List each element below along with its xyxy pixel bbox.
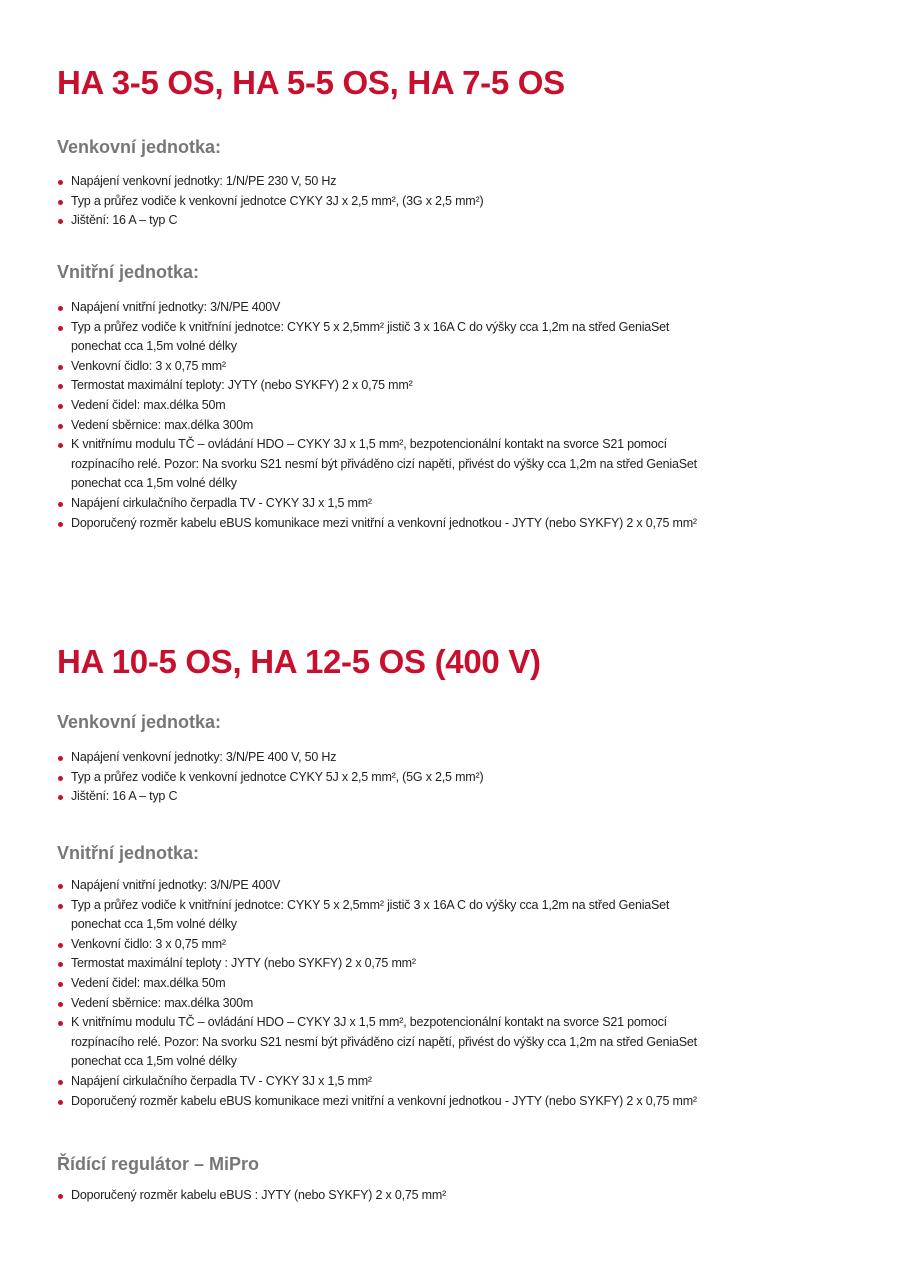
list-item-text: Napájení cirkulačního čerpadla TV - CYKY 3J x 1,5 mm² — [71, 495, 372, 510]
bullet-icon — [58, 1002, 63, 1007]
indoor-unit-list — [57, 298, 857, 533]
indoor-unit-heading: Vnitřní jednotka: — [57, 843, 200, 863]
list-item-text: Doporučený rozměr kabelu eBUS : JYTY (nebo SYKFY) 2 x 0,75 mm² — [71, 1188, 447, 1202]
list-item — [57, 994, 857, 1014]
list-item — [57, 876, 857, 896]
bullet-icon — [58, 306, 63, 311]
list-item-text: Termostat maximální teploty : JYTY (nebo SYKFY) 2 x 0,75 mm² — [71, 956, 416, 971]
list-item — [57, 935, 857, 955]
list-item-text: Napájení vnitřní jednotky: 3/N/PE 400V — [71, 300, 281, 314]
list-item — [57, 514, 857, 534]
list-item-text: Typ a průřez vodiče k vnitřníní jednotce: CYKY 5 x 2,5mm² jistič 3 x 16A C do výšky cca 1,2m na střed GeniaSet ponechat cca 1,5m volné délky — [71, 319, 670, 354]
indoor-unit-heading: Vnitřní jednotka: — [57, 262, 200, 282]
list-item — [57, 494, 857, 514]
list-item — [57, 1092, 857, 1112]
list-item-text: Venkovní čidlo: 3 x 0,75 mm² — [71, 936, 226, 951]
list-item-text: Termostat maximální teploty: JYTY (nebo SYKFY) 2 x 0,75 mm² — [71, 378, 413, 393]
bullet-icon — [58, 219, 63, 224]
list-item-text: Doporučený rozměr kabelu eBUS komunikace mezi vnitřní a venkovní jednotkou - JYTY (nebo SYKFY) 2 x 0,75 mm² — [71, 515, 697, 530]
bullet-icon — [58, 200, 63, 205]
list-item — [57, 768, 857, 788]
regulator-heading: Řídící regulátor – MiPro — [57, 1154, 260, 1174]
section-title: HA 10-5 OS, HA 12-5 OS (400 V) — [57, 643, 541, 680]
bullet-icon — [58, 884, 63, 889]
bullet-icon — [58, 424, 63, 429]
bullet-icon — [58, 962, 63, 967]
bullet-icon — [58, 1194, 63, 1199]
bullet-icon — [58, 1100, 63, 1105]
list-item — [57, 896, 857, 935]
list-item-text: K vnitřnímu modulu TČ – ovládání HDO – CYKY 3J x 1,5 mm², bezpotencionální kontakt na svorce S21 pomocí rozpínacího relé. Pozor: Na svorku S21 nesmí být přiváděno cizí napětí, přivést do výšky cca 1,2m na střed GeniaSet ponechat cca 1,5m volné délky — [71, 437, 697, 491]
bullet-icon — [58, 943, 63, 948]
list-item — [57, 1072, 857, 1092]
bullet-icon — [58, 776, 63, 781]
list-item — [57, 211, 857, 231]
list-item-text: Venkovní čidlo: 3 x 0,75 mm² — [71, 358, 226, 373]
list-item-text: Napájení cirkulačního čerpadla TV - CYKY 3J x 1,5 mm² — [71, 1073, 372, 1088]
list-item — [57, 1186, 857, 1206]
list-item — [57, 192, 857, 212]
bullet-icon — [58, 1080, 63, 1085]
list-item-text: Vedení sběrnice: max.délka 300m — [71, 995, 254, 1010]
bullet-icon — [58, 443, 63, 448]
list-item-text: Typ a průřez vodiče k venkovní jednotce CYKY 3J x 2,5 mm², (3G x 2,5 mm²) — [71, 193, 484, 208]
list-item — [57, 748, 857, 768]
bullet-icon — [58, 795, 63, 800]
indoor-unit-list — [57, 876, 857, 1111]
list-item — [57, 318, 857, 357]
outdoor-unit-list — [57, 748, 857, 807]
bullet-icon — [58, 384, 63, 389]
list-item-text: Doporučený rozměr kabelu eBUS komunikace mezi vnitřní a venkovní jednotkou - JYTY (nebo SYKFY) 2 x 0,75 mm² — [71, 1093, 697, 1108]
list-item-text: Vedení sběrnice: max.délka 300m — [71, 417, 254, 432]
list-item — [57, 435, 857, 494]
bullet-icon — [58, 1021, 63, 1026]
list-item — [57, 1013, 857, 1072]
bullet-icon — [58, 756, 63, 761]
list-item-text: Napájení venkovní jednotky: 3/N/PE 400 V, 50 Hz — [71, 750, 337, 764]
bullet-icon — [58, 326, 63, 331]
outdoor-unit-heading: Venkovní jednotka: — [57, 137, 222, 157]
list-item — [57, 376, 857, 396]
section-title: HA 3-5 OS, HA 5-5 OS, HA 7-5 OS — [57, 64, 565, 101]
outdoor-unit-heading: Venkovní jednotka: — [57, 712, 222, 732]
list-item — [57, 974, 857, 994]
regulator-list — [57, 1186, 857, 1206]
bullet-icon — [58, 904, 63, 909]
list-item-text: Jištění: 16 A – typ C — [71, 213, 178, 228]
bullet-icon — [58, 365, 63, 370]
list-item — [57, 954, 857, 974]
list-item — [57, 357, 857, 377]
outdoor-unit-list — [57, 172, 857, 231]
list-item-text: K vnitřnímu modulu TČ – ovládání HDO – CYKY 3J x 1,5 mm², bezpotencionální kontakt na svorce S21 pomocí rozpínacího relé. Pozor: Na svorku S21 nesmí být přiváděno cizí napětí, přivést do výšky cca 1,2m na střed GeniaSet ponechat cca 1,5m volné délky — [71, 1015, 697, 1069]
bullet-icon — [58, 404, 63, 409]
list-item-text: Vedení čidel: max.délka 50m — [71, 975, 226, 990]
list-item-text: Jištění: 16 A – typ C — [71, 789, 178, 804]
list-item — [57, 787, 857, 807]
bullet-icon — [58, 982, 63, 987]
list-item — [57, 396, 857, 416]
bullet-icon — [58, 522, 63, 527]
bullet-icon — [58, 502, 63, 507]
list-item-text: Typ a průřez vodiče k venkovní jednotce CYKY 5J x 2,5 mm², (5G x 2,5 mm²) — [71, 769, 484, 784]
list-item — [57, 172, 857, 192]
list-item-text: Typ a průřez vodiče k vnitřníní jednotce: CYKY 5 x 2,5mm² jistič 3 x 16A C do výšky cca 1,2m na střed GeniaSet ponechat cca 1,5m volné délky — [71, 897, 670, 932]
list-item — [57, 416, 857, 436]
list-item-text: Napájení vnitřní jednotky: 3/N/PE 400V — [71, 878, 281, 892]
list-item-text: Napájení venkovní jednotky: 1/N/PE 230 V, 50 Hz — [71, 174, 337, 188]
list-item-text: Vedení čidel: max.délka 50m — [71, 397, 226, 412]
bullet-icon — [58, 180, 63, 185]
list-item — [57, 298, 857, 318]
